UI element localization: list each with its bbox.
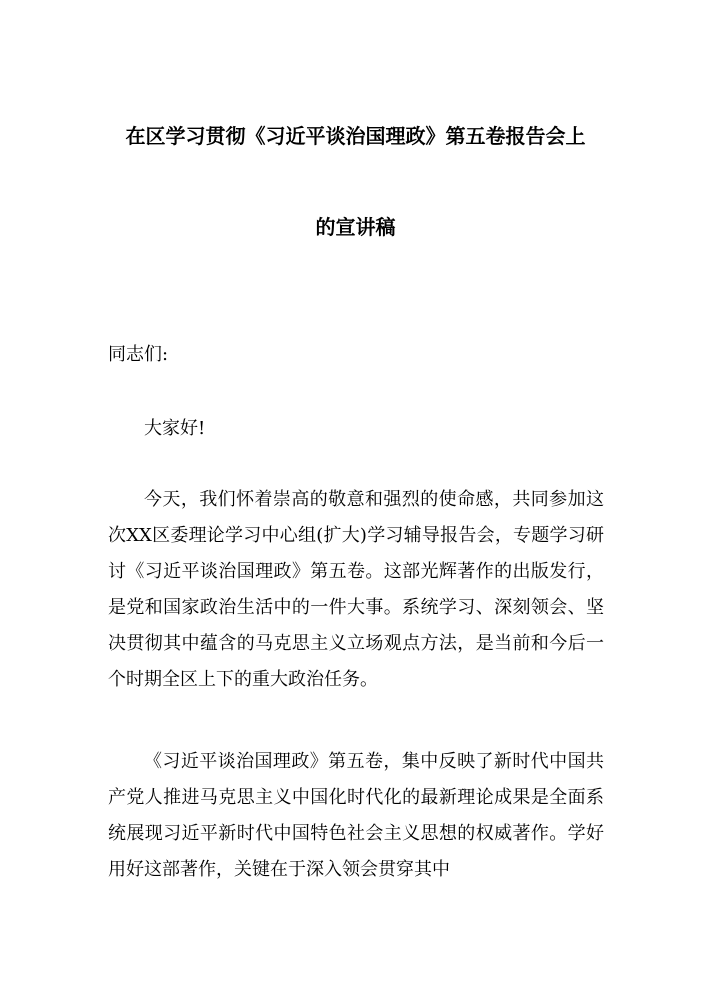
- greeting: 大家好!: [144, 418, 206, 439]
- document-title-line-2: 的宣讲稿: [315, 215, 396, 239]
- salutation: 同志们:: [108, 344, 169, 365]
- document-title-line-1: 在区学习贯彻《习近平谈治国理政》第五卷报告会上: [125, 124, 586, 148]
- body-paragraph-1: 今天，我们怀着崇高的敬意和强烈的使命感，共同参加这次XX区委理论学习中心组(扩大)学习辅导报告会，专题学习研讨《习近平谈治国理政》第五卷。这部光辉著作的出版发行，是党和国家政治生活中的一件大事。系统学习、深刻领会、坚决贯彻其中蕴含的马克思主义立场观点方法，是当前和今后一个时期全区上下的重大政治任务。: [108, 489, 604, 690]
- body-paragraph-2: 《习近平谈治国理政》第五卷，集中反映了新时代中国共产党人推进马克思主义中国化时代化的最新理论成果是全面系统展现习近平新时代中国特色社会主义思想的权威著作。学好用好这部著作，关键在于深入领会贯穿其中: [108, 751, 604, 880]
